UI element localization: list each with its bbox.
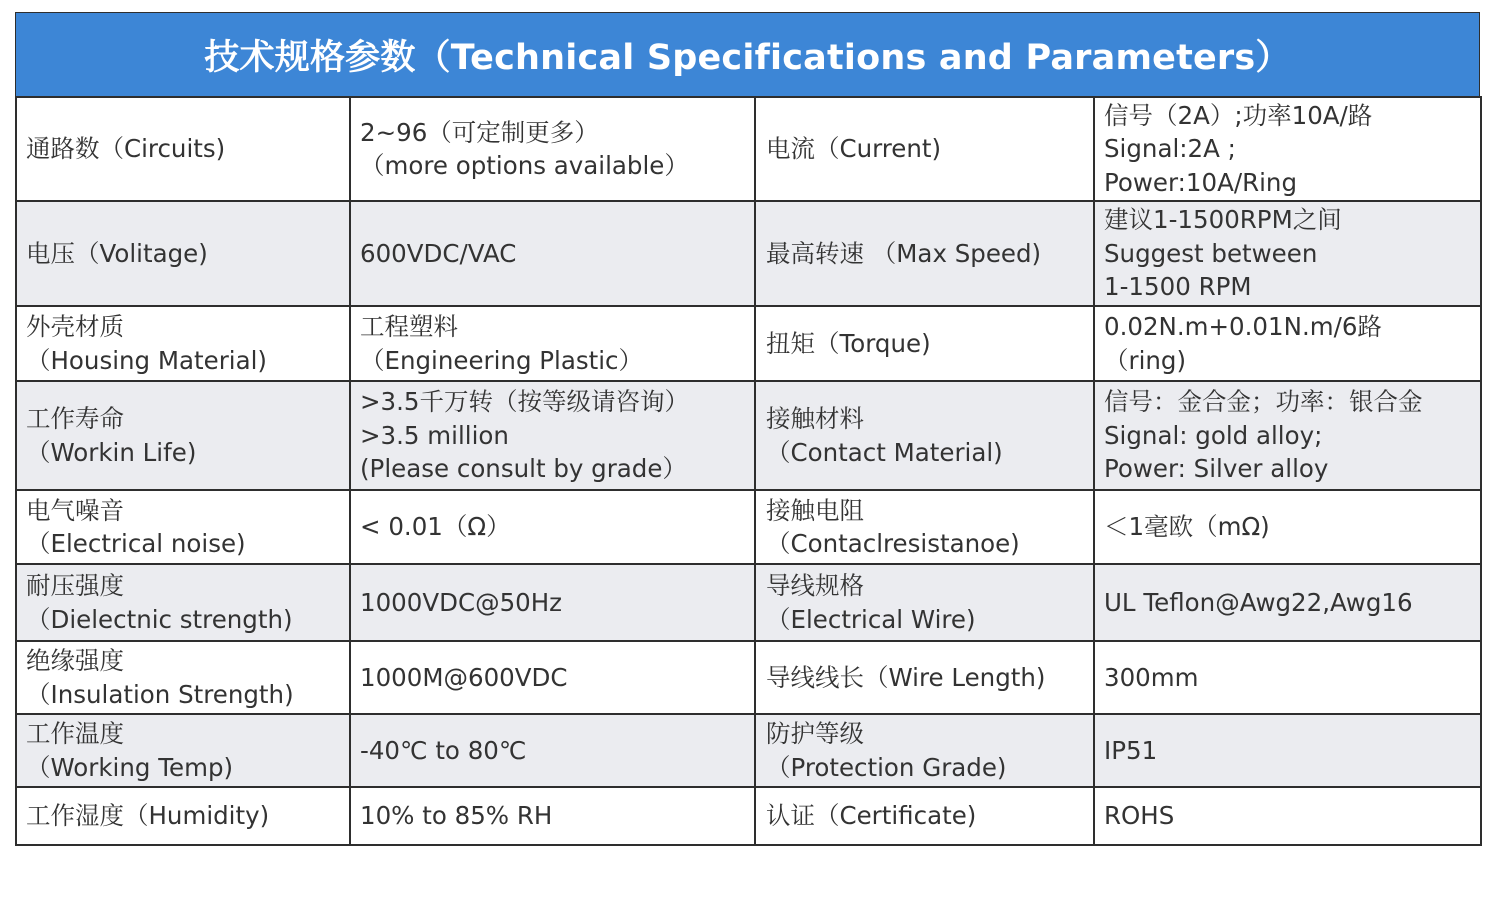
spec-value: 建议1-1500RPM之间 Suggest between 1-1500 RPM	[1094, 201, 1481, 306]
spec-value: >3.5千万转（按等级请咨询） >3.5 million (Please consult by grade）	[350, 381, 755, 490]
spec-value: ＜1毫欧（mΩ)	[1094, 490, 1481, 564]
spec-row	[16, 97, 1481, 201]
spec-value: < 0.01（Ω）	[350, 490, 755, 564]
spec-row	[16, 564, 1481, 641]
spec-label: 外壳材质 （Housing Material)	[16, 306, 350, 381]
spec-row	[16, 787, 1481, 845]
spec-label: 通路数（Circuits)	[16, 97, 350, 201]
spec-value: UL Teflon@Awg22,Awg16	[1094, 564, 1481, 641]
spec-label: 工作湿度（Humidity)	[16, 787, 350, 845]
spec-row	[16, 306, 1481, 381]
spec-label: 认证（Certificate)	[755, 787, 1094, 845]
spec-label: 工作寿命 （Workin Life)	[16, 381, 350, 490]
spec-value: 300mm	[1094, 641, 1481, 714]
spec-row	[16, 714, 1481, 787]
spec-value: 600VDC/VAC	[350, 201, 755, 306]
spec-value: 10% to 85% RH	[350, 787, 755, 845]
spec-value: 信号（2A）;功率10A/路 Signal:2A ; Power:10A/Ring	[1094, 97, 1481, 201]
spec-title: 技术规格参数（Technical Specifications and Parameters）	[15, 12, 1480, 96]
spec-table	[15, 96, 1482, 846]
spec-label: 接触材料 （Contact Material)	[755, 381, 1094, 490]
spec-value: ROHS	[1094, 787, 1481, 845]
spec-row	[16, 201, 1481, 306]
spec-label: 接触电阻 （Contaclresistanoe)	[755, 490, 1094, 564]
spec-value: 工程塑料 （Engineering Plastic）	[350, 306, 755, 381]
spec-row	[16, 490, 1481, 564]
spec-sheet	[15, 12, 1480, 846]
spec-label: 电气噪音 （Electrical noise)	[16, 490, 350, 564]
spec-label: 导线线长（Wire Length)	[755, 641, 1094, 714]
spec-label: 绝缘强度 （Insulation Strength)	[16, 641, 350, 714]
spec-value: 1000M@600VDC	[350, 641, 755, 714]
spec-label: 最高转速 （Max Speed)	[755, 201, 1094, 306]
spec-label: 导线规格 （Electrical Wire)	[755, 564, 1094, 641]
spec-value: 1000VDC@50Hz	[350, 564, 755, 641]
spec-value: 0.02N.m+0.01N.m/6路 （ring)	[1094, 306, 1481, 381]
spec-value: 信号：金合金；功率：银合金 Signal: gold alloy; Power: Silver alloy	[1094, 381, 1481, 490]
spec-label: 电压（Volitage)	[16, 201, 350, 306]
spec-value: -40℃ to 80℃	[350, 714, 755, 787]
spec-value: 2~96（可定制更多） （more options available）	[350, 97, 755, 201]
spec-label: 工作温度 （Working Temp)	[16, 714, 350, 787]
spec-row	[16, 381, 1481, 490]
spec-value: IP51	[1094, 714, 1481, 787]
spec-label: 防护等级 （Protection Grade)	[755, 714, 1094, 787]
spec-label: 电流（Current)	[755, 97, 1094, 201]
spec-row	[16, 641, 1481, 714]
spec-label: 耐压强度 （Dielectnic strength)	[16, 564, 350, 641]
spec-label: 扭矩（Torque)	[755, 306, 1094, 381]
